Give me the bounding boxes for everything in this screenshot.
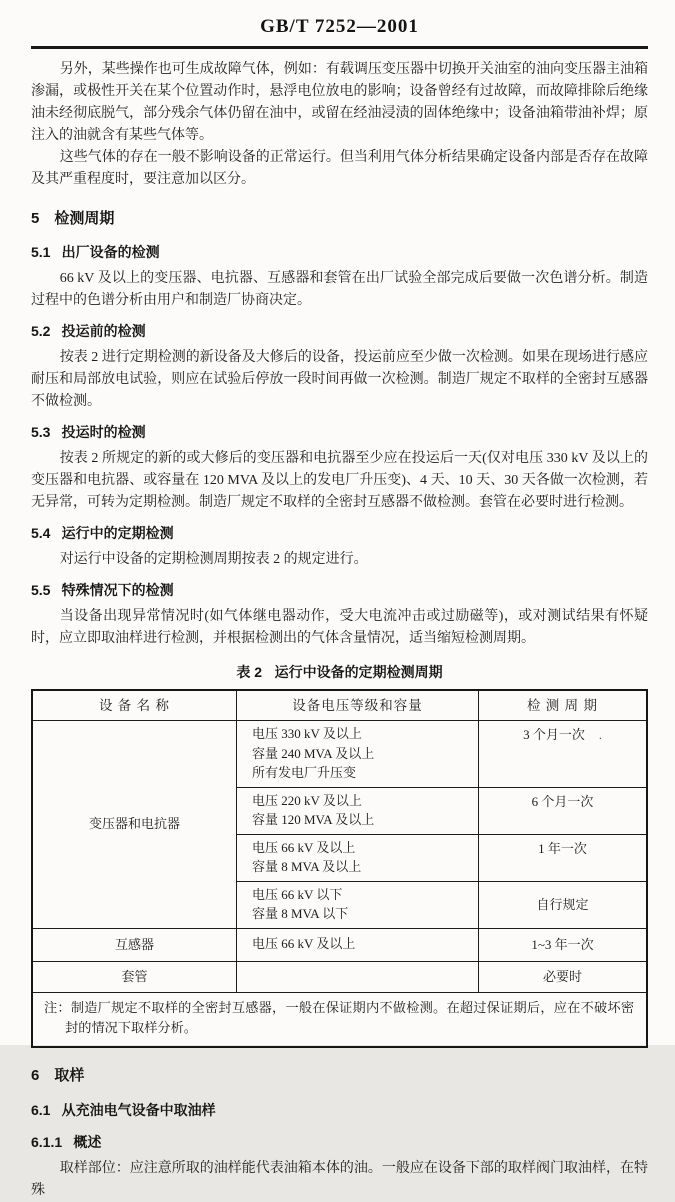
spec-cell xyxy=(237,834,479,881)
section-title: 检测周期 xyxy=(54,210,115,227)
column-header-detection-period: 检 测 周 期 xyxy=(479,690,648,721)
period-value xyxy=(480,725,645,746)
section-number: 6.1.1 xyxy=(31,1133,63,1150)
intro-paragraph-1: 另外，某些操作也可生成故障气体，例如：有载调压变压器中切换开关油室的油向变压器主油箱渗漏，或极性开关在某个位置动作时，悬浮电位放电的影响；设备曾经有过故障，而故障排除后绝缘油未经彻底脱气，部分残余气体仍留在油中，或留在经油浸渍的固体绝缘中；设备油箱带油补焊；原注入的油就含有某些气体等。 xyxy=(31,62,648,143)
section-number: 5.3 xyxy=(31,424,51,440)
spec-line: 容量 120 MVA 及以上 xyxy=(252,812,375,827)
table-caption-label: 表 2 xyxy=(236,664,263,680)
spec-line: 电压 66 kV 及以上 xyxy=(252,936,356,952)
section-number: 6 xyxy=(31,1066,40,1084)
section-number: 5 xyxy=(31,210,40,227)
section-5-5-body: 当设备出现异常情况时(如气体继电器动作，受大电流冲击或过励磁等)，或对测试结果有怀疑时，应立即取油样进行检测，并根据检测出的气体含量情况，适当缩短检测周期。 xyxy=(31,609,648,646)
table-note xyxy=(44,998,634,1039)
spec-cell-empty xyxy=(237,961,479,992)
column-header-device-name: 设 备 名 称 xyxy=(32,690,237,721)
section-number: 5.1 xyxy=(31,244,51,260)
spec-line: 容量 8 MVA 以下 xyxy=(252,906,349,921)
section-number: 5.2 xyxy=(31,323,51,339)
table-note-row xyxy=(32,992,647,1047)
period-text: 3 个月一次 xyxy=(523,727,585,742)
section-number: 5.5 xyxy=(31,582,51,598)
spec-line: 容量 240 MVA 及以上 xyxy=(252,745,375,761)
section-6-heading xyxy=(31,1065,648,1087)
table-note-cell xyxy=(32,992,647,1047)
section-5-2-heading xyxy=(31,320,648,342)
section-6-1-heading xyxy=(31,1099,648,1121)
section-5-3-heading xyxy=(31,421,648,443)
period-value: 1 年一次 xyxy=(538,840,587,856)
scan-artifact-dot: . xyxy=(598,728,602,742)
section-6-1-1-body: 取样部位：应注意所取的油样能代表油箱本体的油。一般应在设备下部的取样阀门取油样，在特殊 xyxy=(31,1160,648,1198)
note-text: 制造厂规定不取样的全密封互感器，一般在保证期内不做检测。在超过保证期后，应在不破坏密封的情况下取样分析。 xyxy=(65,999,635,1035)
section-title: 出厂设备的检测 xyxy=(61,244,160,260)
section-title: 运行中的定期检测 xyxy=(61,525,174,541)
device-name-cell: 变压器和电抗器 xyxy=(32,721,237,929)
table-row xyxy=(32,721,647,788)
table-header-row xyxy=(32,690,647,721)
table-row xyxy=(32,961,647,992)
device-name-cell: 套管 xyxy=(32,961,237,992)
table-caption-title: 运行中设备的定期检测周期 xyxy=(274,664,443,680)
section-5-2-body: 按表 2 进行定期检测的新设备及大修后的设备，投运前应至少做一次检测。如果在现场进行感应耐压和局部放电试验，则应在试验后停放一段时间再做一次检测。制造厂规定不取样的全密封互感器不做检测。 xyxy=(31,350,648,409)
section-number: 5.4 xyxy=(31,525,51,541)
period-cell: 自行规定 xyxy=(479,881,648,928)
header-rule xyxy=(31,46,648,49)
section-5-5-heading xyxy=(31,579,648,601)
section-5-heading xyxy=(31,208,648,230)
spec-cell xyxy=(237,928,479,961)
section-5-1-body: 66 kV 及以上的变压器、电抗器、互感器和套管在出厂试验全部完成后要做一次色谱分析。制造过程中的色谱分析由用户和制造厂协商决定。 xyxy=(31,271,648,308)
spec-cell xyxy=(237,881,479,928)
table-2-caption xyxy=(31,661,648,683)
section-title: 投运时的检测 xyxy=(61,424,146,440)
period-cell: 1~3 年一次 xyxy=(479,928,648,961)
section-title: 投运前的检测 xyxy=(61,323,146,339)
section-5-4-body: 对运行中设备的定期检测周期按表 2 的规定进行。 xyxy=(59,552,368,567)
section-title: 概述 xyxy=(73,1133,102,1150)
section-5-4-heading xyxy=(31,522,648,544)
section-title: 特殊情况下的检测 xyxy=(61,582,174,598)
spec-line: 电压 330 kV 及以上 xyxy=(252,726,362,741)
period-cell xyxy=(479,787,648,834)
spec-line: 所有发电厂升压变 xyxy=(252,765,357,780)
spec-line: 电压 66 kV 以下 xyxy=(252,886,343,902)
period-cell xyxy=(479,834,648,881)
period-cell: 必要时 xyxy=(479,961,648,992)
section-title: 取样 xyxy=(54,1066,85,1084)
spec-cell xyxy=(237,787,479,834)
standard-code: GB/T 7252—2001 xyxy=(260,16,419,37)
section-5-3-body: 按表 2 所规定的新的或大修后的变压器和电抗器至少应在投运后一天(仅对电压 330 kV 及以上的变压器和电抗器、或容量在 120 MVA 及以上的发电厂升压变)、4 天、10 天、30 天各做一次检测，若无异常，可转为定期检测。制造厂规定不取样的全密封互感器不做检测。套管在必要时进行检测。 xyxy=(31,451,648,510)
column-header-voltage-capacity: 设备电压等级和容量 xyxy=(237,690,479,721)
section-title: 从充油电气设备中取油样 xyxy=(61,1101,216,1118)
spec-line: 容量 8 MVA 及以上 xyxy=(252,859,362,874)
table-row xyxy=(32,928,647,961)
spec-cell xyxy=(237,721,479,788)
period-value: 6 个月一次 xyxy=(531,793,594,809)
spec-line: 电压 220 kV 及以上 xyxy=(252,792,362,808)
period-cell xyxy=(479,721,648,788)
table-2 xyxy=(31,689,648,1048)
intro-paragraph-2: 这些气体的存在一般不影响设备的正常运行。但当利用气体分析结果确定设备内部是否存在故障及其严重程度时，要注意加以区分。 xyxy=(31,150,648,187)
section-6-1-1-heading xyxy=(31,1131,648,1153)
document-body xyxy=(31,59,648,1202)
section-number: 6.1 xyxy=(31,1101,51,1118)
note-label: 注： xyxy=(44,999,71,1015)
section-5-1-heading xyxy=(31,241,648,263)
spec-line: 电压 66 kV 及以上 xyxy=(252,839,356,855)
device-name-cell: 互感器 xyxy=(32,928,237,961)
